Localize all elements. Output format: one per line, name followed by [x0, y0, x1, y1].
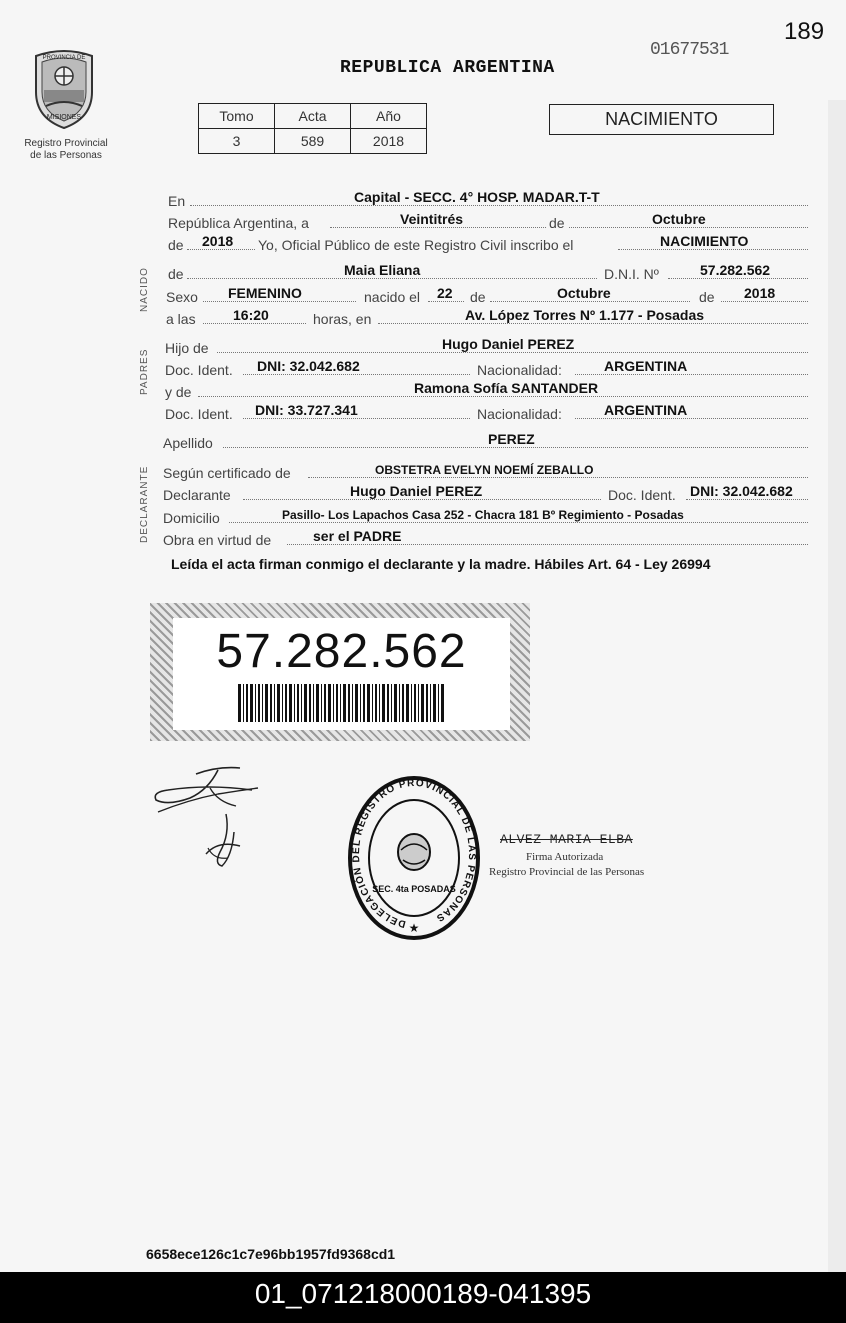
header-tomo: Tomo [199, 104, 275, 129]
label-doc-ident-madre: Doc. Ident. [165, 406, 233, 422]
value-dia-nacimiento: 22 [437, 285, 453, 301]
record-table [198, 103, 427, 154]
record-type-box: NACIMIENTO [549, 104, 774, 135]
value-mes-inscripcion: Octubre [652, 211, 706, 227]
value-hora: 16:20 [233, 307, 269, 323]
value-sexo: FEMENINO [228, 285, 302, 301]
value-dia: Veintitrés [400, 211, 464, 227]
label-apellido: Apellido [163, 435, 213, 451]
value-madre-nacionalidad: ARGENTINA [604, 402, 688, 418]
value-lugar-nacimiento: Av. López Torres Nº 1.177 - Posadas [465, 307, 705, 323]
value-tomo: 3 [199, 129, 275, 154]
label-hijo-de: Hijo de [165, 340, 209, 356]
logo-text-top: PROVINCIA DE [42, 55, 86, 61]
value-mes-nacimiento: Octubre [557, 285, 611, 301]
value-padre: Hugo Daniel PEREZ [442, 336, 575, 352]
label-en: En [168, 193, 186, 209]
label-nacido-el: nacido el [364, 289, 421, 305]
label-de: de [549, 215, 565, 231]
row-en [168, 189, 808, 209]
label-nacionalidad-padre: Nacionalidad: [477, 362, 562, 378]
value-obra: ser el PADRE [313, 528, 402, 544]
label-doc-ident-padre: Doc. Ident. [165, 362, 233, 378]
row-certificado [163, 461, 808, 481]
row-anio [168, 233, 808, 253]
label-y-de: y de [165, 384, 192, 400]
row-domicilio [163, 506, 808, 526]
value-madre-doc: DNI: 33.727.341 [255, 402, 358, 418]
value-tipo-inscripcion: NACIMIENTO [660, 233, 749, 249]
label-doc-ident-declarante: Doc. Ident. [608, 487, 676, 503]
document-title: REPUBLICA ARGENTINA [340, 58, 555, 78]
province-coat-of-arms-logo [28, 46, 100, 130]
label-nacionalidad-madre: Nacionalidad: [477, 406, 562, 422]
value-anio: 2018 [351, 129, 427, 154]
header-anio: Año [351, 104, 427, 129]
row-declarante [163, 483, 808, 503]
dni-label-number: 57.282.562 [216, 625, 467, 678]
label-declarante: Declarante [163, 487, 231, 503]
value-madre: Ramona Sofía SANTANDER [414, 380, 599, 396]
record-table-header-row [199, 104, 427, 129]
document-hash: 6658ece126c1c7e96bb1957fd9368cd1 [146, 1246, 396, 1262]
row-madre-doc [165, 402, 808, 422]
label-de2: de [168, 237, 184, 253]
label-de-nombre: de [168, 266, 184, 282]
seal-ring-text: DELEGACIÓN DEL REGISTRO PROVINCIAL DE LAS PERSONAS [350, 777, 478, 930]
label-a-las: a las [166, 311, 196, 327]
label-horas-en: horas, en [313, 311, 372, 327]
header-acta: Acta [275, 104, 351, 129]
value-lugar: Capital - SECC. 4° HOSP. MADAR.T-T [354, 189, 600, 205]
page-number: 189 [784, 18, 825, 45]
value-padre-nacionalidad: ARGENTINA [604, 358, 688, 374]
authorized-signer-entity: Registro Provincial de las Personas [489, 866, 645, 878]
value-certificado: OBSTETRA EVELYN NOEMÍ ZEBALLO [375, 463, 594, 477]
value-padre-doc: DNI: 32.042.682 [257, 358, 360, 374]
serial-number: 01677531 [650, 40, 729, 60]
side-label-nacido: NACIDO [139, 267, 150, 312]
value-declarante: Hugo Daniel PEREZ [350, 483, 483, 499]
registry-line1: Registro Provincial [24, 138, 108, 149]
registry-name [10, 138, 122, 162]
value-apellido: PEREZ [488, 431, 535, 447]
barcode-icon [238, 684, 444, 722]
row-hora [166, 307, 808, 327]
label-yo: Yo, Oficial Público de este Registro Civil inscribo el [258, 237, 574, 253]
value-declarante-doc: DNI: 32.042.682 [690, 483, 793, 499]
row-apellido [163, 431, 808, 451]
row-nombre [168, 262, 808, 282]
authorized-signer-role: Firma Autorizada [526, 851, 604, 863]
row-madre [165, 380, 808, 400]
side-label-padres: PADRES [139, 348, 150, 395]
row-hijo-de [165, 336, 808, 356]
value-nombre: Maia Eliana [344, 262, 421, 278]
side-label-declarante: DECLARANTE [139, 465, 150, 543]
authorized-signer-name: ALVEZ MARIA ELBA [500, 832, 633, 847]
label-obra: Obra en virtud de [163, 532, 272, 548]
label-segun: Según certificado de [163, 465, 291, 481]
handwritten-signature-icon [148, 760, 273, 875]
record-table-value-row [199, 129, 427, 154]
seal-inner-text: SEC. 4ta POSADAS [372, 884, 456, 894]
footer-id-bar: 01_071218000189-041395 [0, 1272, 846, 1323]
label-sexo: Sexo [166, 289, 198, 305]
value-acta: 589 [275, 129, 351, 154]
value-dni: 57.282.562 [700, 262, 771, 278]
value-domicilio: Pasillo- Los Lapachos Casa 252 - Chacra 181 Bº Regimiento - Posadas [282, 508, 684, 522]
value-anio-nacimiento: 2018 [744, 285, 776, 301]
label-domicilio: Domicilio [163, 510, 220, 526]
label-de-mes: de [470, 289, 486, 305]
svg-text:★: ★ [408, 921, 420, 935]
logo-text-bottom: MISIONES [46, 114, 82, 121]
row-republica [168, 211, 808, 231]
closing-statement: Leída el acta firman conmigo el declarante y la madre. Hábiles Art. 64 - Ley 26994 [171, 556, 711, 572]
value-anio-inscripcion: 2018 [202, 233, 234, 249]
label-de-anio: de [699, 289, 715, 305]
registry-line2: de las Personas [30, 150, 102, 161]
official-seal-stamp [345, 772, 483, 944]
row-padre-doc [165, 358, 808, 378]
row-sexo [166, 285, 808, 305]
label-dni: D.N.I. Nº [604, 266, 659, 282]
row-obra [163, 528, 808, 548]
label-republica: República Argentina, a [168, 215, 309, 231]
page-edge [828, 100, 846, 1272]
